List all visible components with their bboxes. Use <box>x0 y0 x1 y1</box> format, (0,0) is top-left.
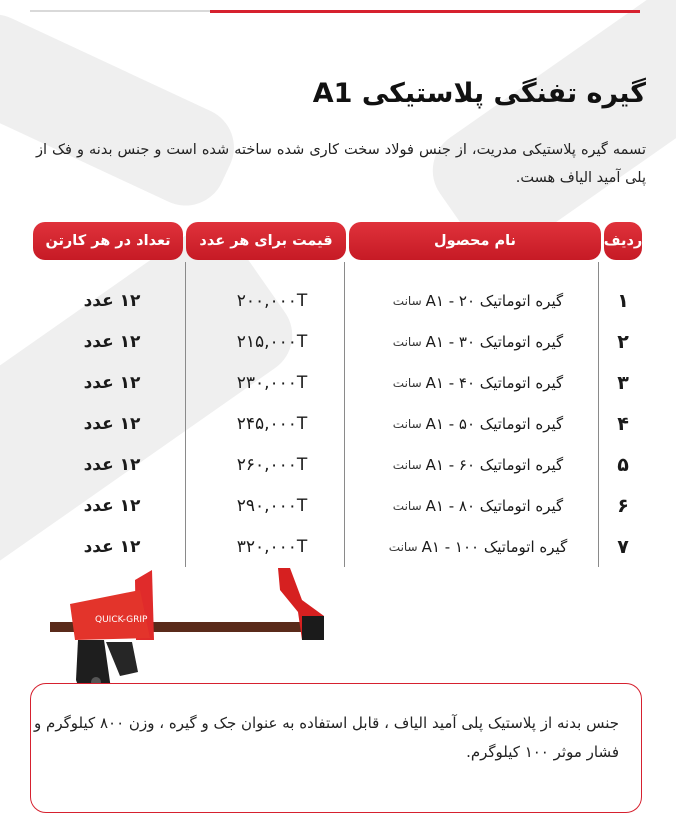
unit-price: ۳۲۰,۰۰۰T <box>236 536 308 557</box>
table-row <box>30 485 642 526</box>
row-number: ۷ <box>617 535 629 558</box>
table-header <box>30 222 642 260</box>
price-table <box>30 222 642 567</box>
row-number: ۲ <box>617 330 629 353</box>
header-unit-price: قیمت برای هر عدد <box>186 222 346 260</box>
product-name <box>352 538 604 556</box>
header-row-number: ردیف <box>604 222 642 260</box>
carton-count: ۱۲ عدد <box>83 372 141 393</box>
table-row <box>30 444 642 485</box>
clamp-brand-label: QUICK-GRIP <box>95 615 148 625</box>
product-name-text: گیره اتوماتیک A۱ - ۸۰ <box>425 496 564 515</box>
product-description: تسمه گیره پلاستیکی مدریت، از جنس فولاد سخت کاری شده ساخته شده است و جنس بدنه و فک از پلی آمید الیاف هست. <box>36 142 646 186</box>
table-row <box>30 403 642 444</box>
product-size-unit: سانت <box>392 375 422 390</box>
product-name-text: گیره اتوماتیک A۱ - ۶۰ <box>425 455 564 474</box>
row-number: ۱ <box>617 289 629 312</box>
product-size-unit: سانت <box>392 457 422 472</box>
product-size-unit: سانت <box>388 539 418 554</box>
table-row <box>30 362 642 403</box>
carton-count: ۱۲ عدد <box>83 331 141 352</box>
product-size-unit: سانت <box>392 334 422 349</box>
product-name <box>352 333 604 351</box>
table-row <box>30 321 642 362</box>
product-name <box>352 497 604 515</box>
carton-count: ۱۲ عدد <box>83 290 141 311</box>
product-name-text: گیره اتوماتیک A۱ - ۳۰ <box>425 332 564 351</box>
table-body <box>30 280 642 567</box>
product-name <box>352 456 604 474</box>
unit-price: ۲۴۵,۰۰۰T <box>236 413 308 434</box>
product-name-text: گیره اتوماتیک A۱ - ۲۰ <box>425 291 564 310</box>
carton-count: ۱۲ عدد <box>83 536 141 557</box>
carton-count: ۱۲ عدد <box>83 495 141 516</box>
product-name-text: گیره اتوماتیک A۱ - ۱۰۰ <box>421 537 568 556</box>
specs-note-box <box>30 683 642 813</box>
product-name <box>352 415 604 433</box>
product-size-unit: سانت <box>392 416 422 431</box>
clamp-trigger <box>106 642 138 676</box>
product-size-unit: سانت <box>392 498 422 513</box>
row-number: ۳ <box>617 371 629 394</box>
header-carton-count: تعداد در هر کارتن <box>33 222 183 260</box>
top-accent-line <box>210 10 640 13</box>
product-size-unit: سانت <box>392 293 422 308</box>
product-name <box>352 374 604 392</box>
product-name-text: گیره اتوماتیک A۱ - ۴۰ <box>425 373 564 392</box>
carton-count: ۱۲ عدد <box>83 454 141 475</box>
unit-price: ۲۳۰,۰۰۰T <box>236 372 308 393</box>
table-row <box>30 280 642 321</box>
unit-price: ۲۰۰,۰۰۰T <box>236 290 308 311</box>
header-product-name: نام محصول <box>349 222 601 260</box>
product-name <box>352 292 604 310</box>
unit-price: ۲۹۰,۰۰۰T <box>236 495 308 516</box>
unit-price: ۲۶۰,۰۰۰T <box>236 454 308 475</box>
page-title: گیره تفنگی پلاستیکی A1 <box>312 78 646 109</box>
carton-count: ۱۲ عدد <box>83 413 141 434</box>
specs-note-text: جنس بدنه از پلاستیک پلی آمید الیاف ، قابل استفاده به عنوان جک و گیره ، وزن ۸۰۰ کیلوگرم و فشار موثر ۱۰۰ کیلوگرم. <box>34 714 619 761</box>
row-number: ۶ <box>617 494 629 517</box>
row-number: ۴ <box>617 412 629 435</box>
unit-price: ۲۱۵,۰۰۰T <box>236 331 308 352</box>
row-number: ۵ <box>617 453 629 476</box>
product-name-text: گیره اتوماتیک A۱ - ۵۰ <box>425 414 564 433</box>
